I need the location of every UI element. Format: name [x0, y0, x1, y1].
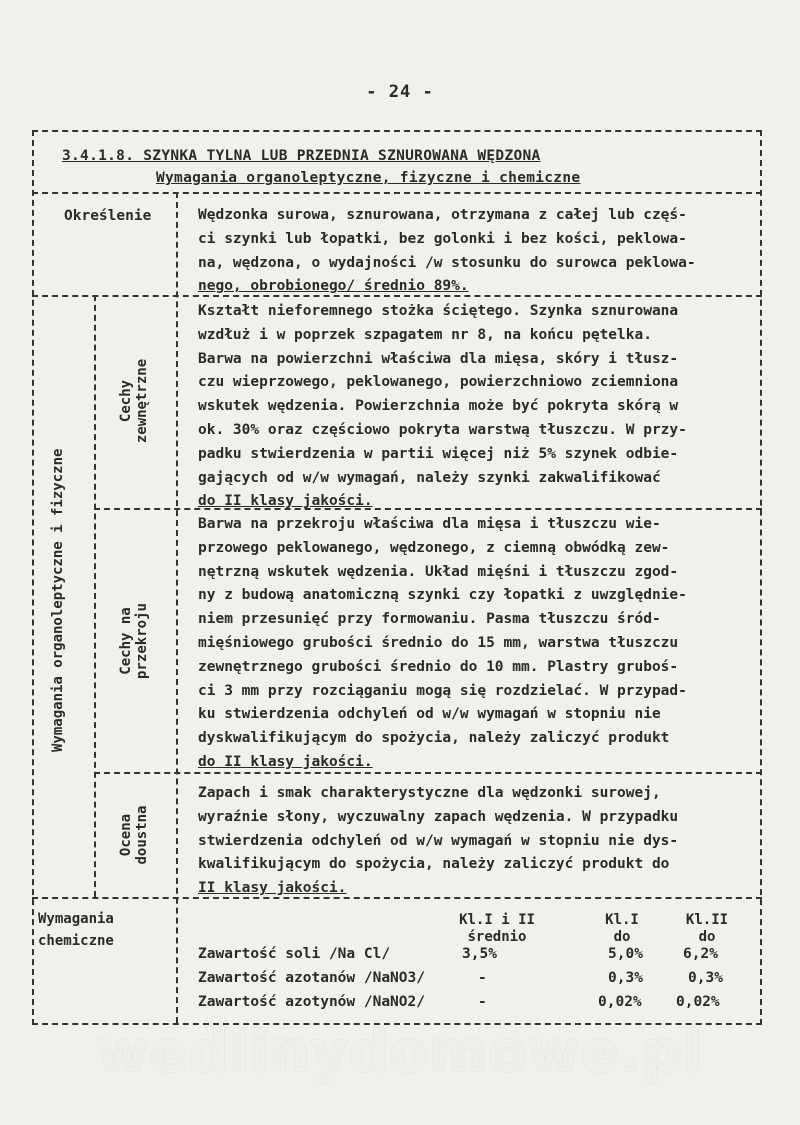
cross-section-label: Cechy na przekroju — [118, 603, 150, 679]
col-kl2-header: Kl.II do — [685, 912, 729, 945]
oral-label: Ocena doustna — [118, 805, 150, 865]
table-row: Zawartość azotynów /NaNO2/ - 0,02% 0,02% — [198, 994, 720, 1010]
oral-text: Zapach i smak charakterystyczne dla wędzonki surowej, wyraźnie słony, wyczuwalny zapach wędzenia. W przypadku stwierdzenia odchyleń od w/w wymagań w stopniu nie dys- kwalifikującym do spożycia, należy zaliczyć produkt do II klasy jakości. — [198, 785, 679, 897]
external-text: Kształt nieforemnego stożka ściętego. Szynka sznurowana wzdłuż i w poprzek szpagatem nr 8, na końcu pętelka. Barwa na powierzchni właściwa dla mięsa, skóry i tłusz- czu wieprzowego, peklowanego, powierzchniowo zciemniona wskutek wędzenia. Powierzchnia może być pokryta skórą w ok. 30% oraz częściowo pokryta warstwą tłuszczu. W przy- padku stwierdzenia w partii więcej niż 5% szynek odbie- gających od w/w wymagań, należy szynki zakwalifikować do II klasy jakości. — [198, 303, 687, 510]
section-subtitle: Wymagania organoleptyczne, fizyczne i chemiczne — [156, 170, 581, 186]
cross-section-text: Barwa na przekroju właściwa dla mięsa i tłuszczu wie- przowego peklowanego, wędzonego, z ciemną obwódką zew- nętrzną wskutek wędzenia. Układ mięśni i tłuszczu zgod- ny z budową anatomiczną szynki czy łopatki z uwzględnie- niem przesunięć przy formowaniu. Pasma tłuszczu śród- mięśniowego grubości średnio do 15 mm, warstwa tłuszczu zewnętrznego grubości średnio do 10 mm. Plastry gruboś- ci 3 mm przy rozciąganiu mogą się rozdzielać. W przypad- ku stwierdzenia odchyleń od w/w wymagań w stopniu nie dyskwalifikującym do spożycia, należy zaliczyć produkt do II klasy jakości. — [198, 516, 687, 770]
col-avg-header: Kl.I i II średnio — [459, 912, 535, 945]
watermark: wedlinydomowe.pl — [96, 1020, 704, 1085]
spec-frame — [32, 130, 762, 1025]
page-number: - 24 - — [366, 82, 434, 102]
chemical-label: Wymagania chemiczne — [38, 911, 114, 949]
group-label: Wymagania organoleptyczne i fizyczne — [50, 448, 66, 752]
table-row: Zawartość azotanów /NaNO3/ - 0,3% 0,3% — [198, 970, 723, 986]
definition-label: Określenie — [64, 208, 152, 224]
definition-text: Wędzonka surowa, sznurowana, otrzymana z całej lub częś- ci szynki lub łopatki, bez golonki i bez kości, peklowa- na, wędzona, o wydajności /w stosunku do surowca peklowa- nego, obrobionego/ średnio 89%. — [198, 207, 696, 295]
table-row: Zawartość soli /Na Cl/ 3,5% 5,0% 6,2% — [198, 946, 718, 962]
external-label: Cechy zewnętrzne — [118, 358, 150, 444]
section-title: 3.4.1.8. SZYNKA TYLNA LUB PRZEDNIA SZNUROWANA WĘDZONA — [62, 148, 541, 164]
col-kl1-header: Kl.I do — [605, 912, 639, 945]
